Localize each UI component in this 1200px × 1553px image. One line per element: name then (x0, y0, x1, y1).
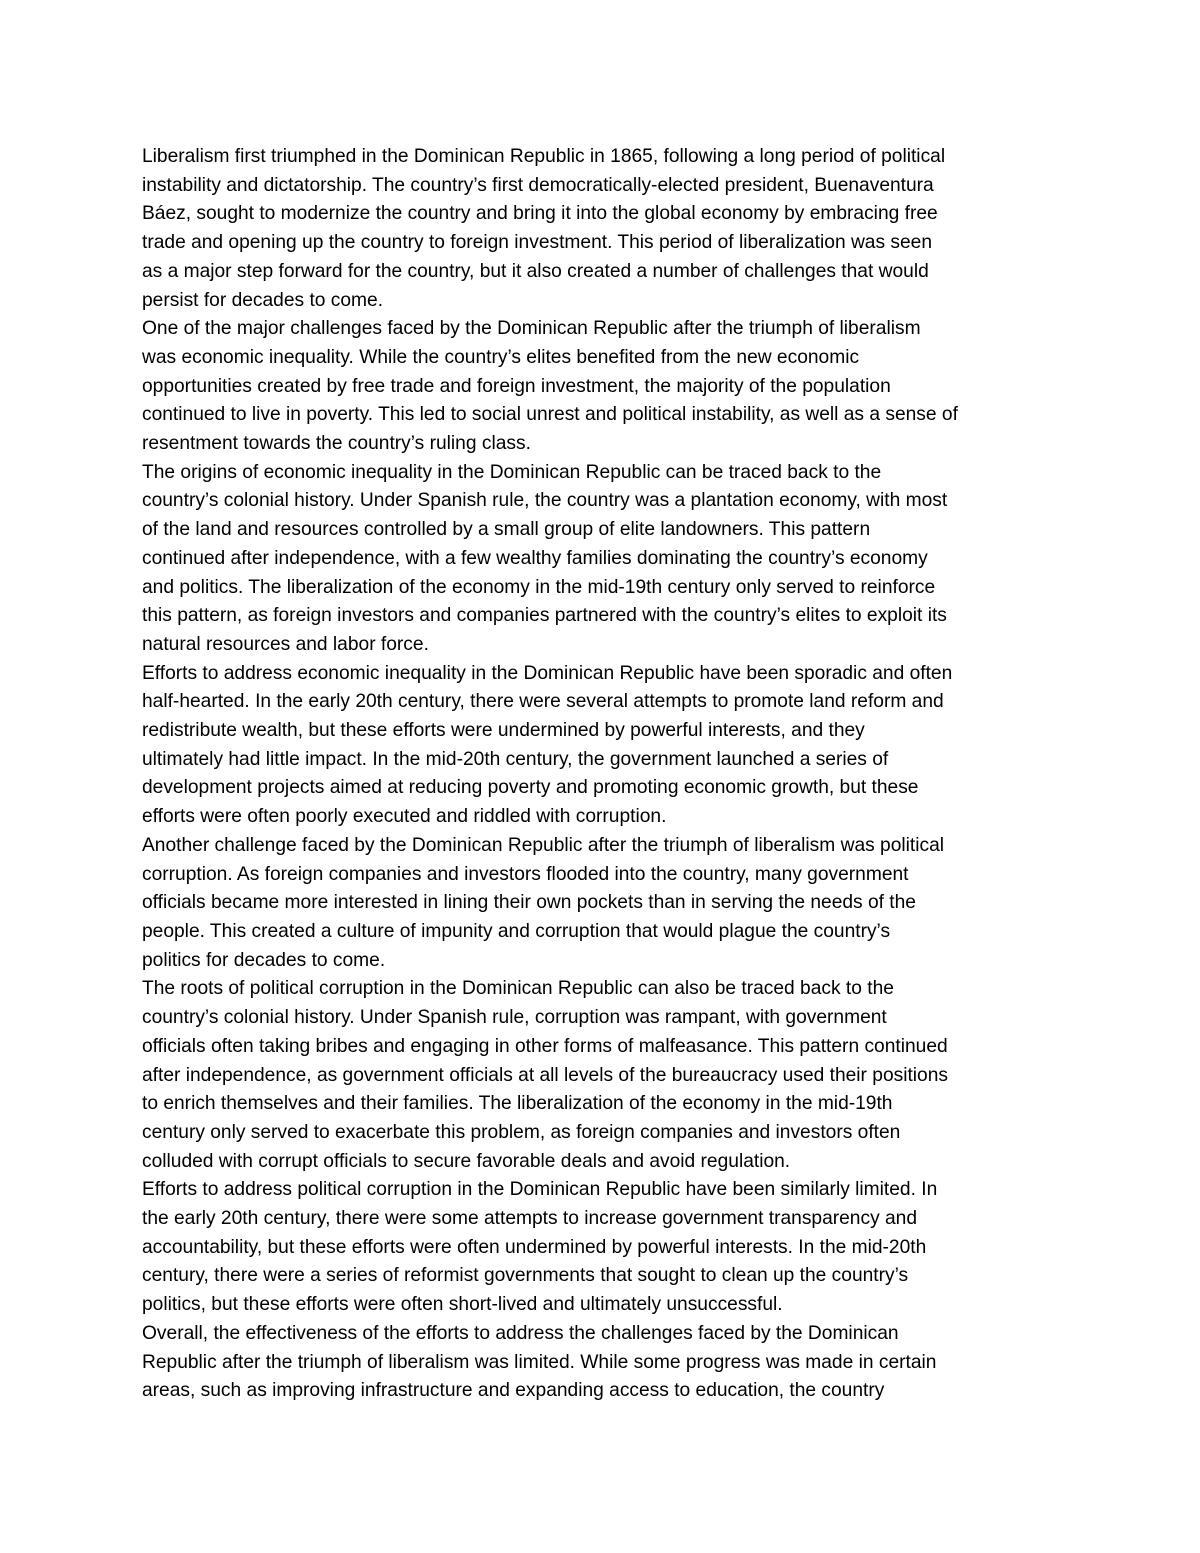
text-line: areas, such as improving infrastructure and expanding access to education, the country (142, 1380, 885, 1402)
text-line: politics for decades to come. (142, 949, 386, 971)
text-line: and politics. The liberalization of the economy in the mid-19th century only served to reinforce (142, 576, 936, 598)
text-line: trade and opening up the country to foreign investment. This period of liberalization was seen (142, 232, 933, 254)
text-line: was economic inequality. While the country’s elites benefited from the new economic (142, 346, 860, 368)
text-line: accountability, but these efforts were often undermined by powerful interests. In the mid-20th (142, 1236, 927, 1258)
text-line: Efforts to address economic inequality in the Dominican Republic have been sporadic and often (142, 662, 953, 684)
paragraph-1 (142, 143, 1072, 315)
text-line: corruption. As foreign companies and investors flooded into the country, many government (142, 863, 909, 885)
paragraph-3 (142, 459, 1072, 660)
text-line: officials often taking bribes and engaging in other forms of malfeasance. This pattern continued (142, 1035, 948, 1057)
text-line: continued after independence, with a few wealthy families dominating the country’s economy (142, 547, 928, 569)
paragraph-7 (142, 1176, 1072, 1320)
text-line: efforts were often poorly executed and riddled with corruption. (142, 806, 667, 828)
text-line: Another challenge faced by the Dominican Republic after the triumph of liberalism was political (142, 834, 945, 856)
text-line: opportunities created by free trade and foreign investment, the majority of the population (142, 375, 891, 397)
text-line: people. This created a culture of impunity and corruption that would plague the country’s (142, 920, 891, 942)
document-body (142, 143, 1072, 1406)
paragraph-4 (142, 660, 1072, 832)
text-line: the early 20th century, there were some attempts to increase government transparency and (142, 1208, 918, 1230)
text-line: country’s colonial history. Under Spanish rule, corruption was rampant, with government (142, 1007, 887, 1029)
text-line: Efforts to address political corruption in the Dominican Republic have been similarly limited. In (142, 1179, 938, 1201)
text-line: development projects aimed at reducing poverty and promoting economic growth, but these (142, 777, 919, 799)
text-line: of the land and resources controlled by a small group of elite landowners. This pattern (142, 519, 871, 541)
text-line: after independence, as government officials at all levels of the bureaucracy used their positions (142, 1064, 948, 1086)
paragraph-2 (142, 315, 1072, 459)
text-line: ultimately had little impact. In the mid-20th century, the government launched a series of (142, 748, 889, 770)
text-line: century, there were a series of reformist governments that sought to clean up the country’s (142, 1265, 909, 1287)
text-line: One of the major challenges faced by the Dominican Republic after the triumph of liberalism (142, 318, 921, 340)
paragraph-8 (142, 1320, 1072, 1406)
text-line: half-hearted. In the early 20th century, there were several attempts to promote land reform and (142, 691, 944, 713)
text-line: country’s colonial history. Under Spanish rule, the country was a plantation economy, with most (142, 490, 948, 512)
text-line: The origins of economic inequality in the Dominican Republic can be traced back to the (142, 461, 882, 483)
text-line: colluded with corrupt officials to secure favorable deals and avoid regulation. (142, 1150, 791, 1172)
text-line: resentment towards the country’s ruling class. (142, 433, 531, 455)
paragraph-5 (142, 832, 1072, 976)
text-line: The roots of political corruption in the Dominican Republic can also be traced back to the (142, 978, 894, 1000)
text-line: Republic after the triumph of liberalism was limited. While some progress was made in certain (142, 1351, 937, 1373)
text-line: officials became more interested in lining their own pockets than in serving the needs of the (142, 892, 916, 914)
text-line: persist for decades to come. (142, 289, 384, 311)
text-line: as a major step forward for the country, but it also created a number of challenges that would (142, 260, 929, 282)
text-line: continued to live in poverty. This led to social unrest and political instability, as well as a sense of (142, 404, 958, 426)
text-line: Overall, the effectiveness of the efforts to address the challenges faced by the Dominican (142, 1322, 899, 1344)
text-line: redistribute wealth, but these efforts were undermined by powerful interests, and they (142, 720, 865, 742)
text-line: this pattern, as foreign investors and companies partnered with the country’s elites to exploit its (142, 605, 947, 627)
text-line: to enrich themselves and their families. The liberalization of the economy in the mid-19th (142, 1093, 893, 1115)
paragraph-6 (142, 975, 1072, 1176)
text-line: natural resources and labor force. (142, 633, 429, 655)
text-line: century only served to exacerbate this problem, as foreign companies and investors often (142, 1121, 901, 1143)
text-line: Báez, sought to modernize the country and bring it into the global economy by embracing free (142, 203, 938, 225)
text-line: Liberalism first triumphed in the Dominican Republic in 1865, following a long period of political (142, 146, 946, 167)
text-line: instability and dictatorship. The country’s first democratically-elected president, Buenaventura (142, 174, 934, 196)
text-line: politics, but these efforts were often short-lived and ultimately unsuccessful. (142, 1294, 783, 1316)
